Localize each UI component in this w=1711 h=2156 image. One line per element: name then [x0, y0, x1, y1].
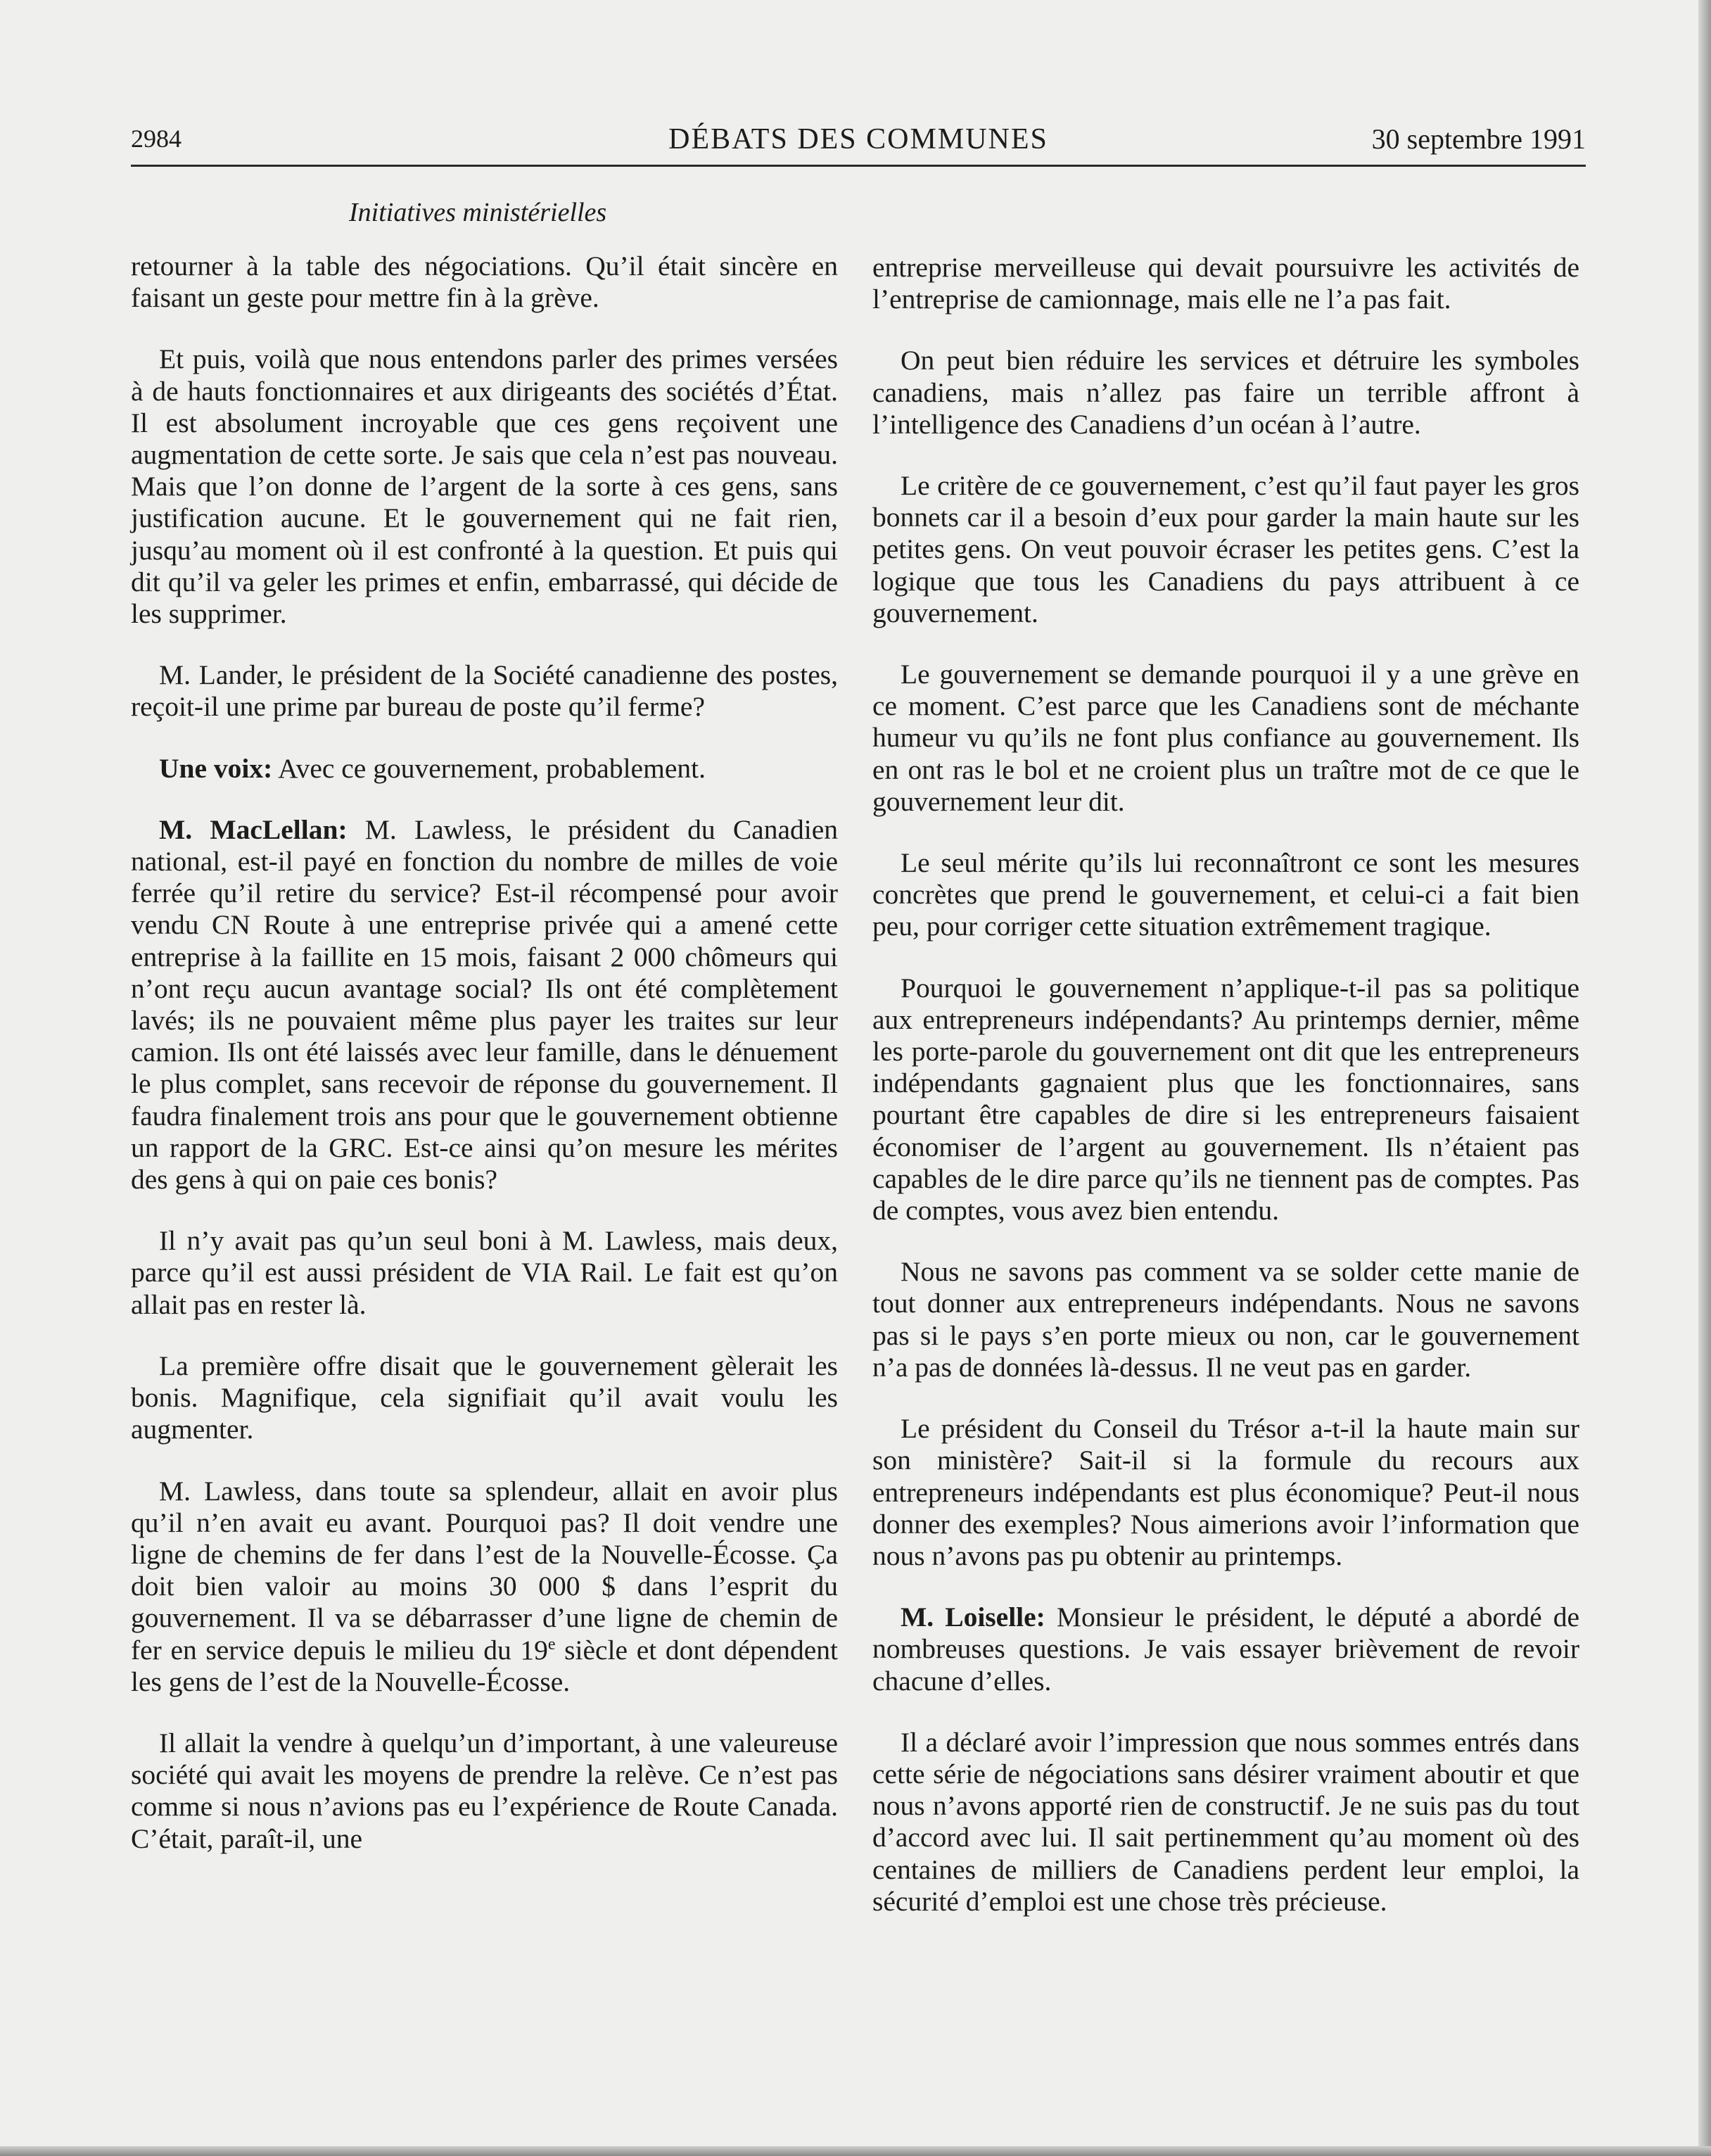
- scan-edge-bottom: [0, 2146, 1711, 2156]
- paragraph: On peut bien réduire les services et détruire les symboles canadiens, mais n’allez pas faire un terrible affront à l’intelligence des Canadiens d’un océan à l’autre.: [872, 345, 1579, 440]
- right-column: [872, 252, 1579, 1947]
- page-number: 2984: [131, 125, 182, 153]
- paragraph: Le gouvernement se demande pourquoi il y a une grève en ce moment. C’est parce que les Canadiens sont de méchante humeur vu qu’ils ne font plus confiance au gouvernement. Ils en ont ras le bol et ne croient plus un traître mot de ce que le gouvernement leur dit.: [872, 659, 1579, 817]
- left-column: [131, 251, 838, 1884]
- paragraph: Une voix: Avec ce gouvernement, probablement.: [159, 752, 706, 784]
- speaker-name: Une voix:: [159, 752, 273, 784]
- paragraph: retourner à la table des négociations. Qu’il était sincère en faisant un geste pour mettre fin à la grève.: [131, 251, 838, 314]
- paragraph: Le seul mérite qu’ils lui reconnaîtront ce sont les mesures concrètes que prend le gouvernement, et celui-ci a fait bien peu, pour corriger cette situation extrêmement tragique.: [872, 847, 1579, 942]
- paragraph: La première offre disait que le gouvernement gèlerait les bonis. Magnifique, cela signifiait qu’il avait voulu les augmenter.: [131, 1350, 838, 1445]
- paragraph: Et puis, voilà que nous entendons parler des primes versées à de hauts fonctionnaires et aux dirigeants des sociétés d’État. Il est absolument incroyable que ces gens reçoivent une augmentation de cette sorte. Je sais que cela n’est pas nouveau. Mais que l’on donne de l’argent de la sorte à ces gens, sans justification aucune. Et le gouvernement qui ne fait rien, jusqu’au moment où il est confronté à la question. Et puis qui dit qu’il va geler les primes et enfin, embarrassé, qui décide de les supprimer.: [131, 343, 838, 630]
- paragraph: Nous ne savons pas comment va se solder cette manie de tout donner aux entrepreneurs indépendants. Nous ne savons pas si le pays s’en porte mieux ou non, car le gouvernement n’a pas de données là-dessus. Il ne veut pas en garder.: [872, 1256, 1579, 1383]
- issue-date: 30 septembre 1991: [1371, 123, 1586, 155]
- speaker-name: M. Loiselle:: [901, 1602, 1045, 1633]
- paragraph: Le critère de ce gouvernement, c’est qu’il faut payer les gros bonnets car il a besoin d’eux pour garder la main haute sur les petites gens. On veut pouvoir écraser les petites gens. C’est la logique que tous les Canadiens du pays attribuent à ce gouvernement.: [872, 470, 1579, 628]
- paragraph: Le président du Conseil du Trésor a-t-il la haute main sur son ministère? Sait-il si la formule du recours aux entrepreneurs indépendants est plus économique? Peut-il nous donner des exemples? Nous aimerions avoir l’information que nous n’avons pas pu obtenir au printemps.: [872, 1413, 1579, 1571]
- paragraph: Il allait la vendre à quelqu’un d’important, à une valeureuse société qui avait les moyens de prendre la relève. Ce n’est pas comme si nous n’avions pas eu l’expérience de Route Canada. C’était, paraît-il, une: [131, 1727, 838, 1854]
- scan-edge-right: [1698, 0, 1711, 2156]
- journal-title: DÉBATS DES COMMUNES: [668, 123, 1048, 156]
- paragraph: Il a déclaré avoir l’impression que nous sommes entrés dans cette série de négociations sans désirer vraiment aboutir et que nous n’avons apporté rien de constructif. Je ne suis pas du tout d’accord avec lui. Il sait pertinemment qu’au moment où des centaines de milliers de Canadiens perdent leur emploi, la sécurité d’emploi est une chose très précieuse.: [872, 1726, 1579, 1917]
- page-header: [131, 121, 1586, 167]
- paragraph: Pourquoi le gouvernement n’applique-t-il pas sa politique aux entrepreneurs indépendants? Au printemps dernier, même les porte-parole du gouvernement ont dit que les entrepreneurs indépendants gagnaient plus que les fonctionnaires, sans pourtant être capables de dire si les entrepreneurs faisaient économiser de l’argent au gouvernement. Ils n’étaient pas capables de le dire parce qu’ils ne tiennent pas de comptes. Pas de comptes, vous avez bien entendu.: [872, 972, 1579, 1226]
- paragraph: M. Loiselle: Monsieur le président, le député a abordé de nombreuses questions. Je vais essayer brièvement de revoir chacune d’elles.: [872, 1602, 1579, 1697]
- paragraph: entreprise merveilleuse qui devait poursuivre les activités de l’entreprise de camionnage, mais elle ne l’a pas fait.: [872, 252, 1579, 315]
- superscript: e: [547, 1635, 556, 1654]
- section-label: Initiatives ministérielles: [349, 198, 607, 227]
- paragraph: M. MacLellan: M. Lawless, le président du Canadien national, est-il payé en fonction du nombre de milles de voie ferrée qu’il retire du service? Est-il récompensé pour avoir vendu CN Route à une entreprise privée qui a amené cette entreprise à la faillite en 15 mois, faisant 2 000 chômeurs qui n’ont reçu aucun avantage social? Ils ont été complètement lavés; ils ne pouvaient même plus payer les traites sur leur camion. Ils ont été laissés avec leur famille, dans le dénuement le plus complet, sans recevoir de réponse du gouvernement. Il faudra finalement trois ans pour que le gouvernement obtienne un rapport de la GRC. Est-ce ainsi qu’on mesure les mérites des gens à qui on paie ces bonis?: [131, 813, 838, 1196]
- paragraph: M. Lawless, dans toute sa splendeur, allait en avoir plus qu’il n’en avait eu avant. Pourquoi pas? Il doit vendre une ligne de chemins de fer dans l’est de la Nouvelle-Écosse. Ça doit bien valoir au moins 30 000 $ dans l’esprit du gouvernement. Il va se débarrasser d’une ligne de chemin de fer en service depuis le milieu du 19e siècle et dont dépendent les gens de l’est de la Nouvelle-Écosse.: [131, 1475, 838, 1697]
- paragraph: M. Lander, le président de la Société canadienne des postes, reçoit-il une prime par bureau de poste qu’il ferme?: [131, 659, 838, 723]
- speaker-name: M. MacLellan:: [159, 813, 348, 845]
- paragraph: Il n’y avait pas qu’un seul boni à M. Lawless, mais deux, parce qu’il est aussi président de VIA Rail. Le fait est qu’on allait pas en rester là.: [131, 1225, 838, 1320]
